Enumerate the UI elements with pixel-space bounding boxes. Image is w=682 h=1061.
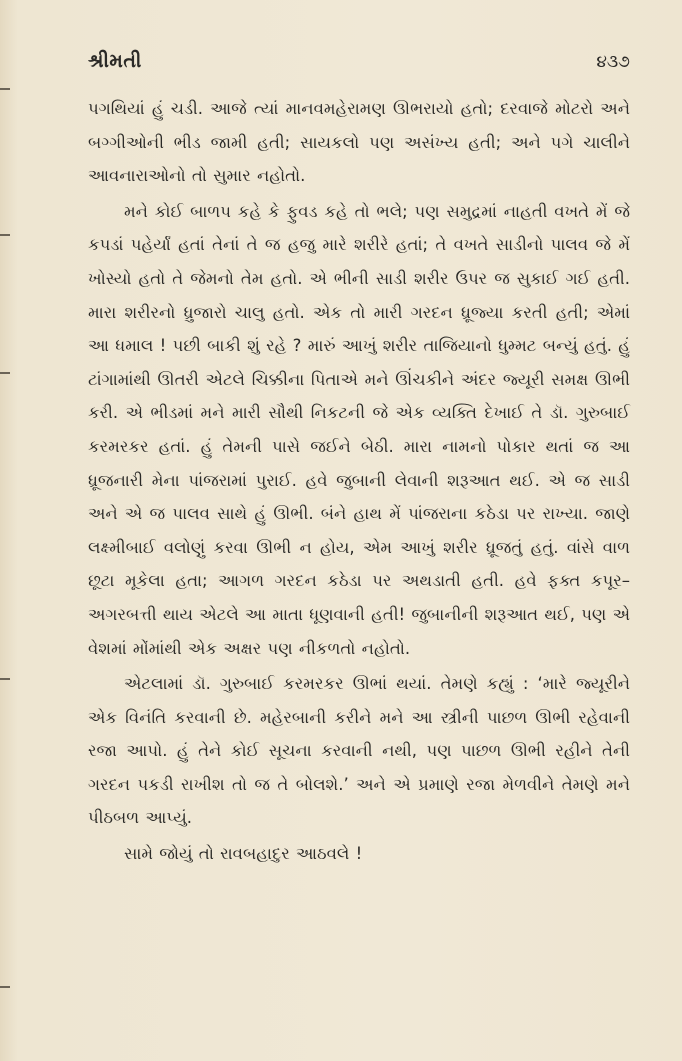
body-text	[88, 92, 630, 871]
binding-edge-mark	[0, 678, 10, 680]
running-title: શ્રીમતી	[88, 50, 142, 72]
binding-edge-mark	[0, 88, 10, 90]
binding-edge-mark	[0, 372, 10, 374]
paragraph: સામે જોયું તો રાવબહાદુર આઠવલે !	[124, 844, 363, 864]
page-header	[88, 50, 630, 72]
paragraph: મને કોઈ બાળપ કહે કે ફુવડ કહે તો ભલે; પણ સમુદ્રમાં નાહતી વખતે મેં જે કપડાં પહેર્યાં હતાં તેનાં તે જ હજુ મારે શરીરે હતાં; તે વખતે સાડીનો પાલવ જે મેં ખોસ્યો હતો તે જેમનો તેમ હતો. એ ભીની સાડી શરીર ઉપર જ સુકાઈ ગઈ હતી. મારા શરીરનો ધ્રુજારો ચાલુ હતો. એક તો મારી ગરદન ધ્રૂજ્યા કરતી હતી; એમાં આ ધમાલ ! પછી બાકી શું રહે ? મારું આખું શરીર તાજિયાનો ધુમ્મટ બન્યું હતું. હું ટાંગામાંથી ઊતરી એટલે ચિક્કીના પિતાએ મને ઊંચકીને અંદર જ્યૂરી સમક્ષ ઊભી કરી. એ ભીડમાં મને મારી સૌથી નિકટની જે એક વ્યક્તિ દેખાઈ તે ડૉ. ગુરુબાઈ કરમરકર હતાં. હું તેમની પાસે જઈને બેઠી. મારા નામનો પોકાર થતાં જ આ ધ્રૂજનારી મેના પાંજરામાં પુરાઈ. હવે જુબાની લેવાની શરૂઆત થઈ. એ જ સાડી અને એ જ પાલવ સાથે હું ઊભી. બંને હાથ મેં પાંજરાના કઠેડા પર રાખ્યા. જાણે લક્ષ્મીબાઈ વલોણું કરવા ઊભી ન હોય, એમ આખું શરીર ધ્રૂજતું હતું. વાંસે વાળ છૂટા મૂકેલા હતા; આગળ ગરદન કઠેડા પર અથડાતી હતી. હવે ફક્ત કપૂર–અગરબત્તી થાય એટલે આ માતા ધૂણવાની હતી! જુબાનીની શરૂઆત થઈ, પણ એ વેશમાં મોંમાંથી એક અક્ષર પણ નીકળતો નહોતો.	[88, 201, 630, 658]
paragraph: પગથિયાં હું ચડી. આજે ત્યાં માનવમહેરામણ ઊભરાયો હતો; દરવાજે મોટરો અને બગ્ગીઓની ભીડ જામી હતી; સાયકલો પણ અસંખ્ય હતી; અને પગે ચાલીને આવનારાઓનો તો સુમાર નહોતો.	[88, 99, 630, 186]
paragraph: એટલામાં ડૉ. ગુરુબાઈ કરમરકર ઊભાં થયાં. તેમણે કહ્યું : ‘મારે જ્યૂરીને એક વિનંતિ કરવાની છે. મહેરબાની કરીને મને આ સ્ત્રીની પાછળ ઊભી રહેવાની રજા આપો. હું તેને કોઈ સૂચના કરવાની નથી, પણ પાછળ ઊભી રહીને તેની ગરદન પકડી રાખીશ તો જ તે બોલશે.’ અને એ પ્રમાણે રજા મેળવીને તેમણે મને પીઠબળ આપ્યું.	[88, 674, 630, 828]
binding-edge-mark	[0, 234, 10, 236]
page-number: ૪૩૭	[596, 52, 630, 72]
binding-edge-mark	[0, 986, 10, 988]
